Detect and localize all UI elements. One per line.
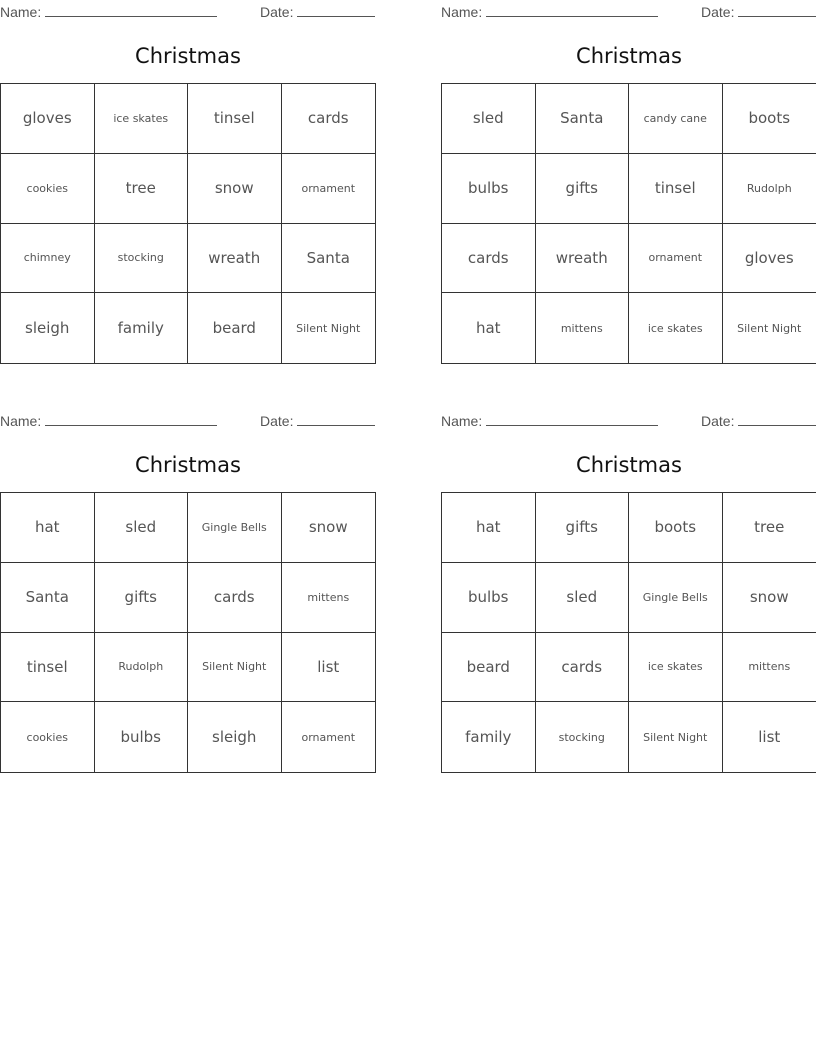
bingo-cell[interactable]: family (442, 702, 536, 772)
name-label: Name: (441, 4, 483, 20)
bingo-grid (441, 492, 816, 773)
bingo-cell[interactable]: Silent Night (737, 321, 802, 335)
card-title: Christmas (576, 44, 682, 68)
bingo-cell[interactable]: list (282, 633, 376, 703)
name-label: Name: (0, 4, 42, 20)
bingo-cell[interactable]: tree (723, 493, 816, 563)
bingo-cell[interactable]: Gingle Bells (188, 493, 282, 563)
bingo-cell[interactable]: Santa (536, 84, 630, 154)
card-title: Christmas (135, 453, 241, 477)
name-line[interactable] (486, 2, 658, 17)
bingo-cell[interactable]: Rudolph (95, 633, 189, 703)
bingo-cell[interactable]: sleigh (188, 702, 282, 772)
date-label: Date: (701, 413, 735, 429)
bingo-cell[interactable]: cards (188, 563, 282, 633)
name-line[interactable] (45, 2, 217, 17)
bingo-cell[interactable]: tree (95, 154, 189, 224)
bingo-cell[interactable]: snow (723, 563, 816, 633)
card-header (0, 409, 376, 431)
bingo-cell[interactable]: beard (442, 633, 536, 703)
bingo-cell[interactable]: hat (442, 493, 536, 563)
bingo-cell[interactable]: sled (442, 84, 536, 154)
bingo-grid (0, 83, 376, 364)
date-field[interactable] (260, 411, 375, 429)
bingo-cell[interactable]: stocking (536, 702, 630, 772)
bingo-cell[interactable]: hat (442, 293, 536, 363)
bingo-cell[interactable]: cookies (1, 702, 95, 772)
bingo-cell[interactable]: gloves (723, 224, 816, 294)
bingo-cell[interactable]: gifts (95, 563, 189, 633)
date-line[interactable] (297, 411, 375, 426)
bingo-cell[interactable]: wreath (188, 224, 282, 294)
bingo-cell[interactable]: bulbs (95, 702, 189, 772)
card-header (0, 0, 376, 22)
bingo-cell[interactable]: wreath (536, 224, 630, 294)
bingo-cell[interactable]: tinsel (1, 633, 95, 703)
bingo-cell[interactable]: gifts (536, 154, 630, 224)
name-label: Name: (441, 413, 483, 429)
bingo-cell[interactable]: boots (723, 84, 816, 154)
bingo-cell[interactable]: tinsel (629, 154, 723, 224)
bingo-cell[interactable]: Rudolph (723, 154, 816, 224)
date-field[interactable] (701, 2, 816, 20)
date-line[interactable] (738, 411, 816, 426)
bingo-cell[interactable]: bulbs (442, 563, 536, 633)
bingo-cell[interactable]: list (758, 728, 781, 747)
bingo-cell[interactable]: candy cane (629, 84, 723, 154)
bingo-cell[interactable]: snow (282, 493, 376, 563)
bingo-cell[interactable]: cards (442, 224, 536, 294)
bingo-cell[interactable]: chimney (1, 224, 95, 294)
bingo-cell[interactable]: ice skates (95, 84, 189, 154)
bingo-cell[interactable]: Silent Night (296, 321, 361, 335)
bingo-cell[interactable]: beard (188, 293, 282, 363)
bingo-cell[interactable]: tinsel (188, 84, 282, 154)
bingo-cell[interactable]: sled (536, 563, 630, 633)
bingo-cell[interactable]: gifts (536, 493, 630, 563)
bingo-cell[interactable]: Silent Night (188, 633, 282, 703)
bingo-cell[interactable]: Santa (1, 563, 95, 633)
bingo-cell[interactable]: sleigh (1, 293, 95, 363)
bingo-card-4 (441, 409, 816, 747)
bingo-cell[interactable]: mittens (282, 563, 376, 633)
bingo-card-1 (0, 0, 376, 338)
bingo-card-2 (441, 0, 816, 338)
bingo-grid (0, 492, 376, 773)
bingo-cell[interactable]: Gingle Bells (629, 563, 723, 633)
bingo-cell[interactable]: hat (1, 493, 95, 563)
name-label: Name: (0, 413, 42, 429)
bingo-cell[interactable]: mittens (536, 293, 630, 363)
card-title: Christmas (135, 44, 241, 68)
bingo-cell[interactable]: boots (629, 493, 723, 563)
bingo-cell[interactable]: mittens (723, 633, 816, 703)
name-field[interactable] (441, 411, 658, 429)
bingo-card-3 (0, 409, 376, 747)
bingo-cell[interactable]: gloves (1, 84, 95, 154)
bingo-cell[interactable]: cards (536, 633, 630, 703)
bingo-cell[interactable]: stocking (95, 224, 189, 294)
date-label: Date: (260, 413, 294, 429)
date-label: Date: (701, 4, 735, 20)
name-field[interactable] (0, 2, 217, 20)
name-field[interactable] (441, 2, 658, 20)
bingo-cell[interactable]: cookies (1, 154, 95, 224)
bingo-cell[interactable]: ornament (629, 224, 723, 294)
card-header (441, 409, 816, 431)
name-field[interactable] (0, 411, 217, 429)
date-line[interactable] (297, 2, 375, 17)
card-header (441, 0, 816, 22)
date-field[interactable] (260, 2, 375, 20)
bingo-cell[interactable]: ornament (282, 154, 376, 224)
bingo-cell[interactable]: ice skates (629, 633, 723, 703)
card-title: Christmas (576, 453, 682, 477)
bingo-cell[interactable]: ornament (301, 730, 356, 744)
bingo-cell[interactable]: ice skates (629, 293, 723, 363)
bingo-cell[interactable]: sled (95, 493, 189, 563)
bingo-grid (441, 83, 816, 364)
bingo-cell[interactable]: Santa (282, 224, 376, 294)
bingo-cell[interactable]: snow (188, 154, 282, 224)
bingo-cell[interactable]: Silent Night (629, 702, 723, 772)
bingo-cell[interactable]: cards (282, 84, 376, 154)
bingo-cell[interactable]: bulbs (442, 154, 536, 224)
date-line[interactable] (738, 2, 816, 17)
date-field[interactable] (701, 411, 816, 429)
name-line[interactable] (486, 411, 658, 426)
bingo-cell[interactable]: family (95, 293, 189, 363)
name-line[interactable] (45, 411, 217, 426)
date-label: Date: (260, 4, 294, 20)
